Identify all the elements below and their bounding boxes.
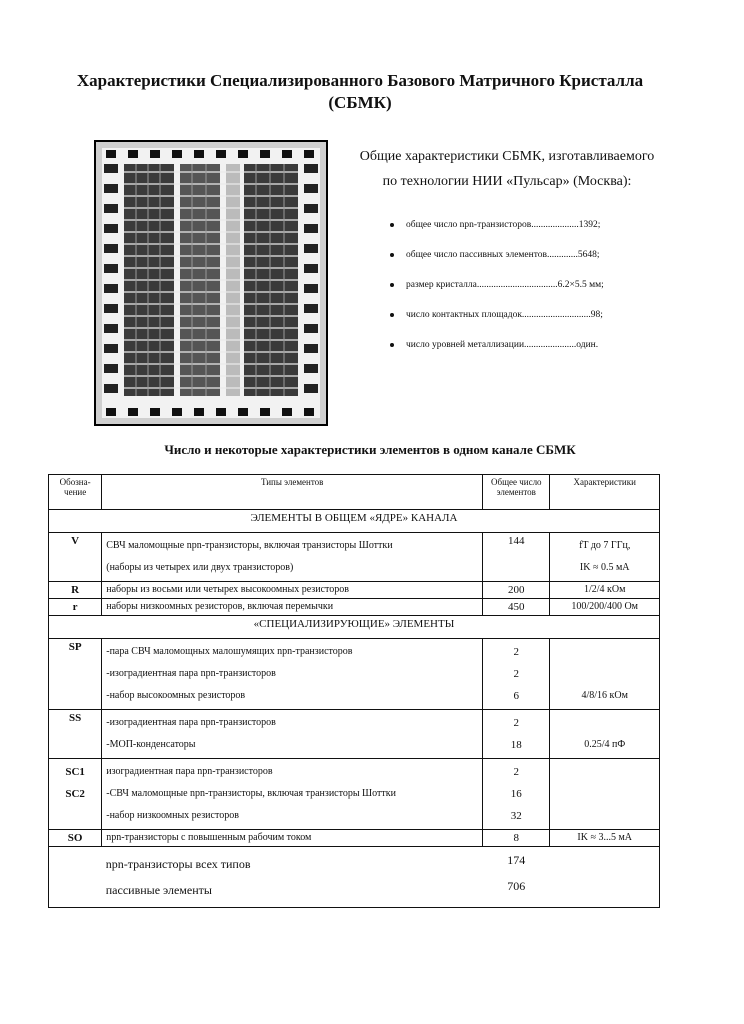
char-cell	[550, 710, 660, 759]
table-row	[49, 830, 660, 847]
char-cell	[550, 533, 660, 582]
char-cell	[550, 759, 660, 830]
general-heading-line1: Общие характеристики СБМК, изготавливаемого	[359, 149, 655, 164]
desc-line: -изоградиентная пара npn-транзисторов	[106, 717, 276, 728]
table-row	[49, 639, 660, 710]
count-cell: 144	[483, 533, 550, 582]
header-characteristics: Характеристики	[550, 475, 660, 510]
list-item: размер кристалла..................................6.2×5.5 мм;	[390, 278, 675, 308]
char-cell: 1/2/4 кОм	[550, 582, 660, 599]
count-cell	[483, 759, 550, 830]
desc-line: -набор низкоомных резисторов	[106, 810, 239, 821]
char-cell: 100/200/400 Ом	[550, 599, 660, 616]
desc-cell: npn-транзисторы с повышенным рабочим током	[102, 830, 483, 847]
char-line: 0.25/4 пФ	[584, 739, 626, 750]
code-line: SC2	[65, 788, 85, 800]
char-cell: IK ≈ 3...5 мА	[550, 830, 660, 847]
desc-line: -изоградиентная пара npn-транзисторов	[106, 668, 276, 679]
count-cell: 450	[483, 599, 550, 616]
desc-line: -СВЧ маломощные npn-транзисторы, включая транзисторы Шоттки	[106, 788, 396, 799]
code-cell	[49, 759, 102, 830]
count-cell: 8	[483, 830, 550, 847]
list-item: общее число npn-транзисторов....................1392;	[390, 218, 675, 248]
general-characteristics-list	[390, 218, 675, 368]
char-line: 4/8/16 кОм	[581, 690, 628, 701]
table-row	[49, 759, 660, 830]
code-line: SC1	[65, 766, 85, 778]
count-line: 6	[513, 690, 520, 702]
table-row	[49, 582, 660, 599]
desc-line: -пара СВЧ маломощных малошумящих npn-транзисторов	[106, 646, 353, 657]
section-core-elements: ЭЛЕМЕНТЫ В ОБЩЕМ «ЯДРЕ» КАНАЛА	[49, 510, 660, 533]
desc-line: -МОП-конденсаторы	[106, 739, 196, 750]
count-cell: 200	[483, 582, 550, 599]
desc-line: (наборы из четырех или двух транзисторов)	[106, 562, 294, 573]
total-label: пассивные элементы	[102, 877, 483, 908]
total-label: npn-транзисторы всех типов	[105, 857, 251, 871]
header-total-count: Общее число элементов	[483, 475, 550, 510]
desc-cell	[102, 759, 483, 830]
code-cell: SS	[49, 710, 102, 759]
chip-photo	[94, 140, 328, 426]
count-line: 2	[513, 646, 520, 658]
list-item: общее число пассивных элементов.............5648;	[390, 248, 675, 278]
section-specializing-elements: «СПЕЦИАЛИЗИРУЮЩИЕ» ЭЛЕМЕНТЫ	[49, 616, 660, 639]
code-cell: R	[49, 582, 102, 599]
list-item: число уровней металлизации......................один.	[390, 338, 675, 368]
code-cell: r	[49, 599, 102, 616]
count-line: 16	[510, 788, 522, 800]
table-row	[49, 533, 660, 582]
table-row	[49, 599, 660, 616]
char-line: IK ≈ 0.5 мА	[579, 562, 630, 573]
count-line: 18	[510, 739, 522, 751]
count-line: 32	[510, 810, 522, 822]
count-line: 2	[513, 668, 520, 680]
char-line: fT до 7 ГГц,	[579, 540, 631, 551]
elements-table	[48, 474, 660, 908]
desc-cell: наборы низкоомных резисторов, включая перемычки	[102, 599, 483, 616]
total-row	[49, 877, 660, 908]
page-title: Характеристики Специализированного Базового Матричного Кристалла (СБМК)	[76, 71, 644, 112]
total-row	[49, 847, 660, 878]
table-row	[49, 710, 660, 759]
desc-line: -набор высокоомных резисторов	[106, 690, 246, 701]
table-title: Число и некоторые характеристики элементов в одном канале СБМК	[164, 442, 576, 457]
count-cell	[483, 639, 550, 710]
desc-cell: наборы из восьми или четырех высокоомных резисторов	[102, 582, 483, 599]
code-cell: SP	[49, 639, 102, 710]
table-header-row	[49, 475, 660, 510]
header-element-types: Типы элементов	[102, 475, 483, 510]
code-cell: V	[49, 533, 102, 582]
list-item: число контактных площадок.............................98;	[390, 308, 675, 338]
total-value: 174	[507, 853, 526, 867]
desc-line: СВЧ маломощные npn-транзисторы, включая транзисторы Шоттки	[106, 540, 393, 551]
header-designation: Обозна-чение	[49, 475, 102, 510]
desc-line: изоградиентная пара npn-транзисторов	[106, 766, 273, 777]
general-characteristics-heading	[342, 144, 672, 194]
code-cell: SO	[49, 830, 102, 847]
char-cell	[550, 639, 660, 710]
desc-cell	[102, 710, 483, 759]
general-heading-line2: по технологии НИИ «Пульсар» (Москва):	[382, 174, 632, 189]
count-cell	[483, 710, 550, 759]
desc-cell	[102, 639, 483, 710]
count-line: 2	[513, 717, 520, 729]
desc-cell	[102, 533, 483, 582]
total-value: 706	[483, 877, 550, 908]
count-line: 2	[513, 766, 520, 778]
